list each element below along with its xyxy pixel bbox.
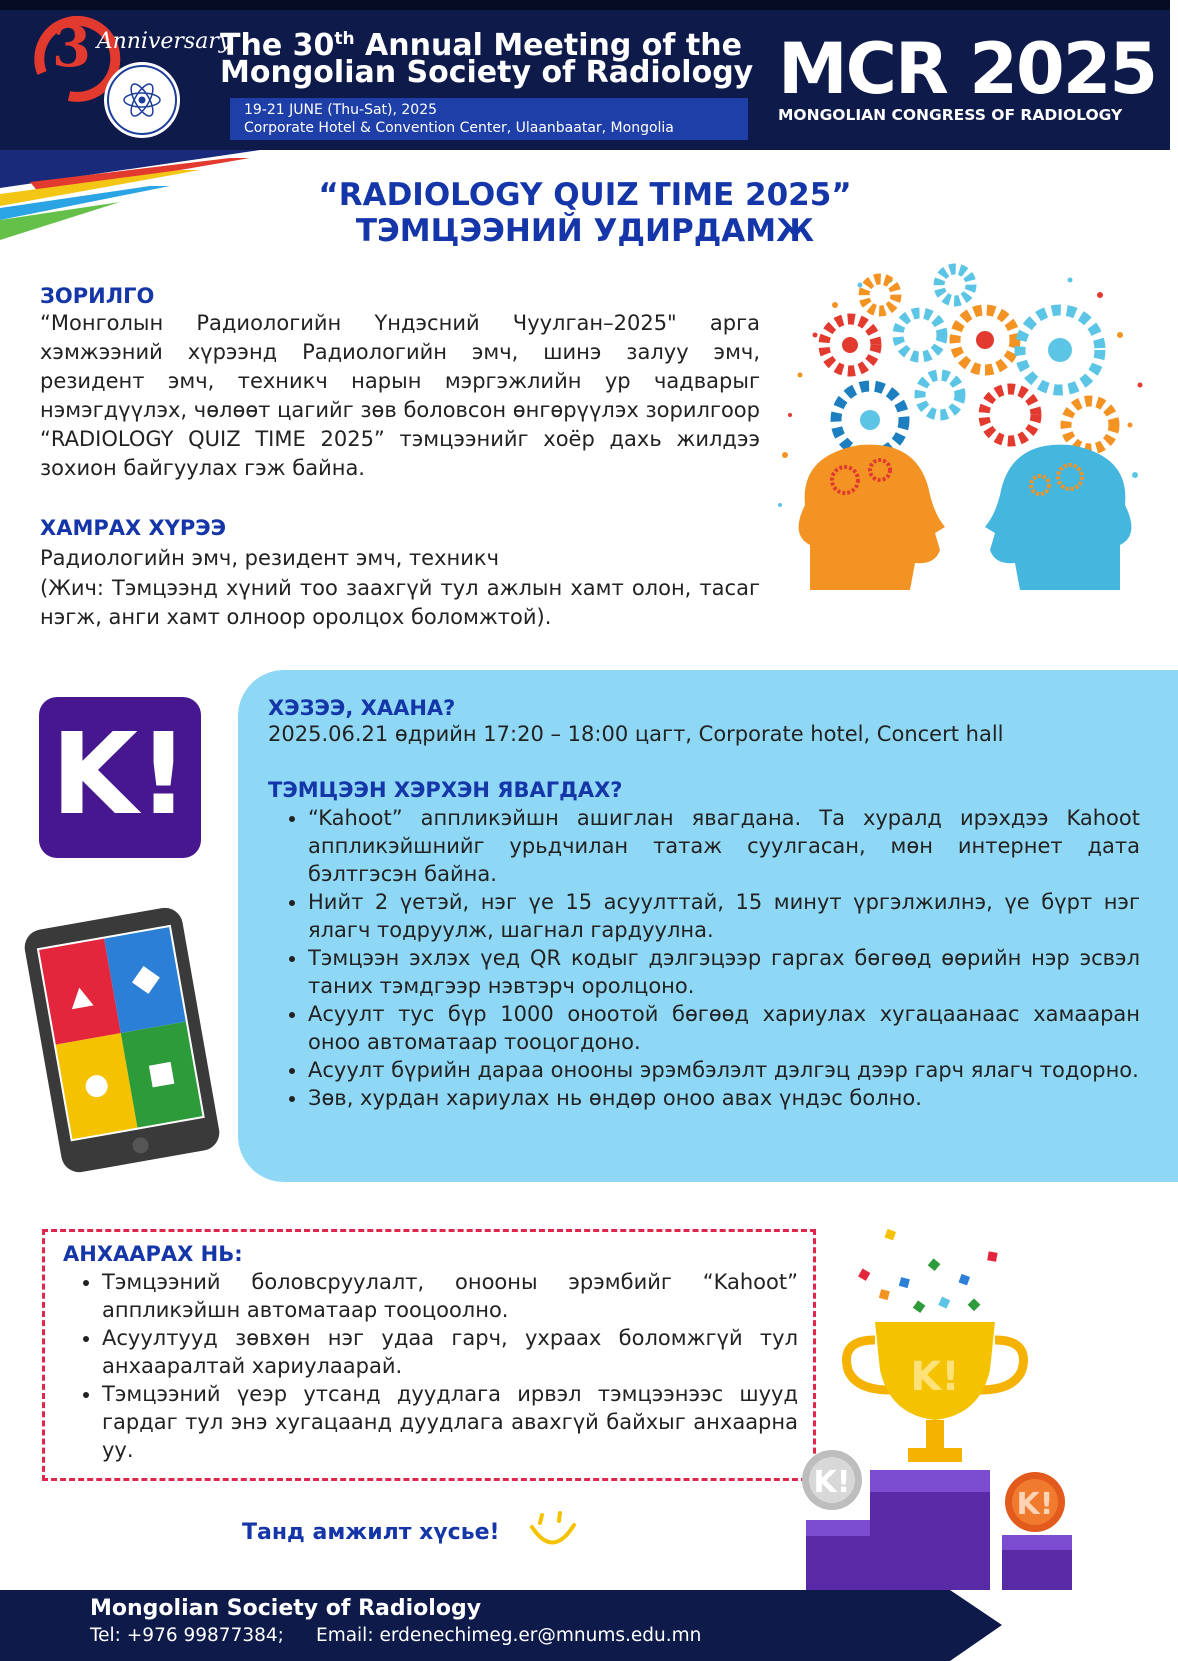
how-item: • Асуулт бүрийн дараа онооны эрэмбэлэлт дэлгэц дээр гарч ялагч тодорно. <box>308 1056 1140 1084</box>
scope-line1: Радиологийн эмч, резидент эмч, техникч <box>40 546 499 570</box>
anniversary-digit: 3 <box>52 14 91 80</box>
anniversary-logo <box>14 14 232 143</box>
how-list <box>268 804 1140 1112</box>
footer-org: Mongolian Society of Radiology <box>90 1596 482 1621</box>
header-top-strip <box>0 0 1170 10</box>
how-item: • Нийт 2 үетэй, нэг үе 15 асуулттай, 15 минут үргэлжилнэ, үе бүрт нэг ялагч тодруулж, шагнал гардуулна. <box>308 888 1140 944</box>
kahoot-logo-icon <box>39 697 201 858</box>
meeting-dates: 19-21 JUNE (Thu-Sat), 2025 <box>244 102 438 118</box>
goal-text: “Монголын Радиологийн Үндэсний Чуулган–2025" арга хэмжээний хүрээнд Радиологийн эмч, шинэ залуу эмч, резидент эмч, техникч нарын мэргэжлийн ур чадварыг нэмэгдүүлэх, чөлөөт цагийг зөв боловсон өнгөрүүлэх зорилгоор “RADIOLOGY QUIZ TIME 2025” тэмцээнийг хоёр дахь жилдээ зохион байгуулах гэж байна. <box>40 311 760 480</box>
gears-heads-illustration <box>770 265 1150 635</box>
trophy-podium-illustration <box>813 1230 1160 1590</box>
notice-item: • Тэмцээний боловсруулалт, онооны эрэмбийг “Kahoot” аппликэйшн автоматаар тооцоолно. <box>102 1268 798 1324</box>
anniversary-label: Anniversary <box>96 29 232 54</box>
good-luck-text: Танд амжилт хүсье! <box>242 1520 500 1545</box>
footer-tel: Tel: +976 99877384; <box>90 1625 284 1646</box>
smile-icon <box>526 1507 580 1555</box>
meeting-venue: Corporate Hotel & Convention Center, Ulaanbaatar, Mongolia <box>244 120 674 136</box>
meeting-title-rest: Annual Meeting of the <box>354 28 742 63</box>
notice-item: • Тэмцээний үеэр утсанд дуудлага ирвэл тэмцээнээс шууд гардаг тул энэ хугацаанд дуудлага авахгүй байхыг анхаарна уу. <box>102 1380 798 1464</box>
trophy-logo-text: K! <box>910 1354 960 1400</box>
footer-email: Email: erdenechimeg.er@mnums.edu.mn <box>316 1625 702 1646</box>
meeting-title-ordinal: th <box>334 29 355 49</box>
goal-heading: ЗОРИЛГО <box>40 284 155 308</box>
silver-medal-text: K! <box>813 1465 851 1500</box>
when-text: 2025.06.21 өдрийн 17:20 – 18:00 цагт, Corporate hotel, Concert hall <box>268 722 1004 746</box>
how-item: • “Kahoot” аппликэйшн ашиглан явагдана. Та хуралд ирэхдээ Kahoot аппликэйшнийг урьдчилан татаж суулгасан, мөн интернет дата бэлтгэсэн байна. <box>308 804 1140 888</box>
meeting-title-number: The 30 <box>220 28 335 63</box>
tablet-quiz-icon <box>22 905 222 1175</box>
doc-title-line1: “RADIOLOGY QUIZ TIME 2025” <box>318 177 852 213</box>
meeting-title-line2: Mongolian Society of Radiology <box>220 55 754 90</box>
how-item: • Зөв, хурдан хариулах нь өндөр оноо авах үндэс болно. <box>308 1084 1140 1112</box>
mcr-logo-subtitle: MONGOLIAN CONGRESS OF RADIOLOGY <box>778 106 1123 124</box>
bronze-medal-text: K! <box>1016 1487 1054 1522</box>
notice-item: • Асуултууд зөвхөн нэг удаа гарч, ухраах боломжгүй тул анхааралтай хариулаарай. <box>102 1324 798 1380</box>
mcr-2025-logo: MCR 2025 <box>778 28 1157 110</box>
kahoot-logo-text: K! <box>51 710 189 840</box>
how-item: • Тэмцээн эхлэх үед QR кодыг дэлгэцээр гаргах бөгөөд өөрийн нэр эсвэл таних тэмдгээр нэвтэрч оролцоно. <box>308 944 1140 1000</box>
scope-heading: ХАМРАХ ХҮРЭЭ <box>40 516 227 540</box>
header-banner <box>0 0 1170 150</box>
how-heading: ТЭМЦЭЭН ХЭРХЭН ЯВАГДАХ? <box>268 778 623 802</box>
notice-heading: АНХААРАХ НЬ: <box>63 1242 243 1266</box>
when-heading: ХЭЗЭЭ, ХААНА? <box>268 696 456 720</box>
how-item: • Асуулт тус бүр 1000 оноотой бөгөөд хариулах хугацаанаас хамааран оноо автоматаар тооцогдоно. <box>308 1000 1140 1056</box>
doc-title-line2: ТЭМЦЭЭНИЙ УДИРДАМЖ <box>355 213 815 249</box>
notice-list <box>62 1268 798 1464</box>
scope-note: (Жич: Тэмцээнд хүний тоо заахгүй тул ажлын хамт олон, тасаг нэгж, анги хамт олноор оролцох боломжтой). <box>40 576 760 629</box>
